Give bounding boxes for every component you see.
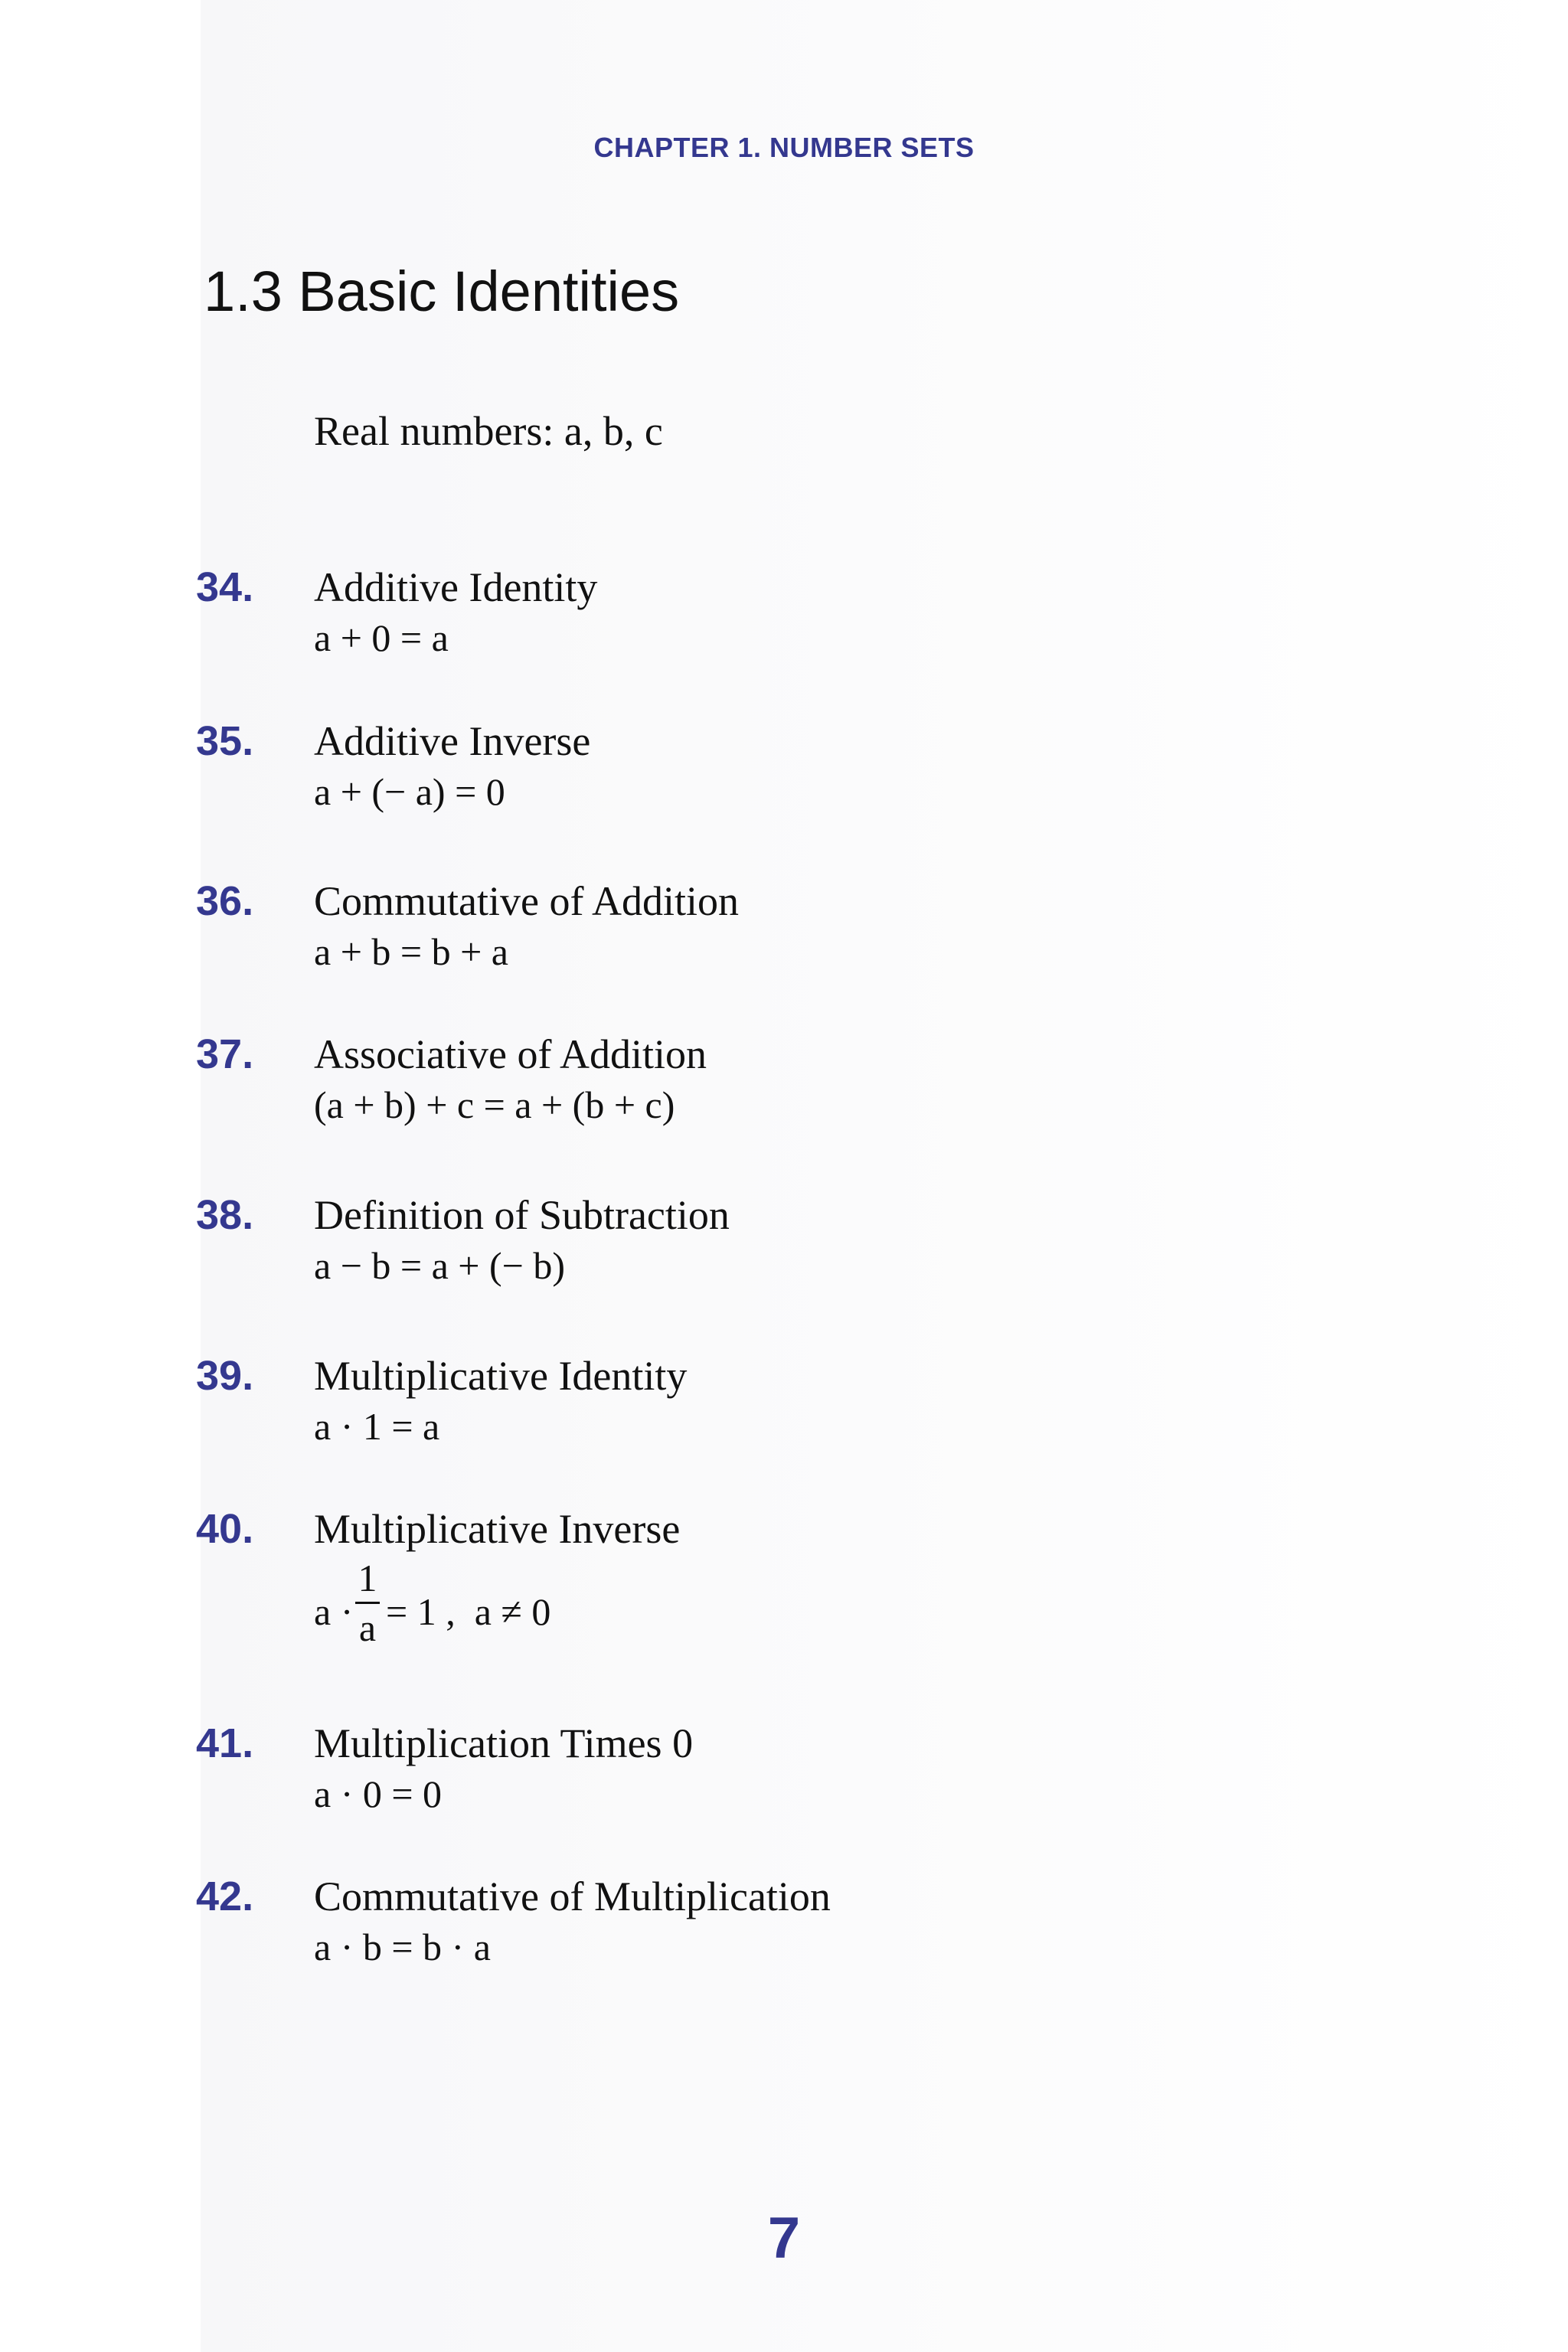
item-number: 38. (196, 1192, 254, 1238)
item-name: Associative of Addition (314, 1031, 707, 1077)
item-number: 37. (196, 1031, 254, 1077)
page-background (201, 0, 1568, 2352)
fraction-denominator: a (358, 1606, 377, 1649)
item-number: 41. (196, 1720, 254, 1766)
item-formula: a − b = a + (− b) (314, 1244, 565, 1287)
fraction-numerator: 1 (358, 1557, 377, 1599)
fraction (352, 1556, 383, 1650)
running-head: CHAPTER 1. NUMBER SETS (593, 132, 975, 163)
item-name: Additive Inverse (314, 718, 591, 764)
item-formula: (a + b) + c = a + (b + c) (314, 1083, 675, 1126)
item-number: 39. (196, 1353, 254, 1399)
item-formula: a + (− a) = 0 (314, 770, 505, 813)
formula-lead: a · (314, 1590, 354, 1633)
item-name: Multiplication Times 0 (314, 1720, 694, 1766)
item-number: 36. (196, 878, 254, 924)
intro-text: Real numbers: a, b, c (314, 408, 663, 454)
item-formula: a · 0 = 0 (314, 1772, 443, 1815)
item-name: Commutative of Addition (314, 878, 739, 924)
item-number: 34. (196, 564, 254, 610)
item-number: 42. (196, 1873, 254, 1919)
item-name: Additive Identity (314, 564, 598, 610)
item-formula: a · 1 = a (314, 1405, 440, 1448)
section-title: 1.3 Basic Identities (204, 260, 680, 323)
item-name: Commutative of Multiplication (314, 1873, 831, 1919)
item-formula: a + b = b + a (314, 930, 508, 973)
fraction-bar (355, 1602, 380, 1604)
page-number: 7 (767, 2206, 801, 2271)
item-name: Multiplicative Identity (314, 1353, 688, 1399)
formula-tail: = 1 , a ≠ 0 (386, 1590, 551, 1633)
item-number: 35. (196, 718, 254, 764)
item-name: Definition of Subtraction (314, 1192, 730, 1238)
item-name: Multiplicative Inverse (314, 1506, 681, 1552)
item-formula: a · b = b · a (314, 1926, 491, 1968)
item-formula: a + 0 = a (314, 616, 449, 659)
item-number: 40. (196, 1506, 254, 1552)
